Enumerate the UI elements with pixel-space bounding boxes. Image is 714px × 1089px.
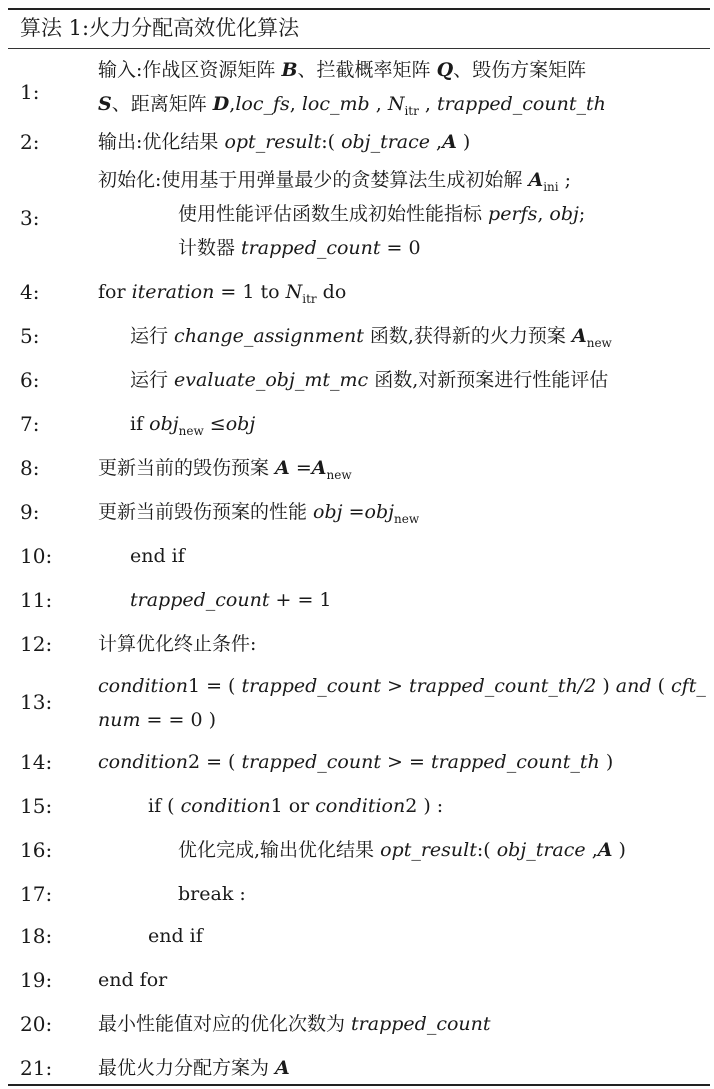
line-text: condition2 = ( trapped_count > = trapped_count_th ): [98, 751, 614, 773]
line-number: 3:: [20, 206, 40, 230]
line-number: 18:: [20, 924, 53, 948]
line-number: 12:: [20, 632, 53, 656]
line-text: 更新当前毁伤预案的性能 obj =obj$_{new}$: [98, 501, 420, 526]
line-text: break :: [178, 883, 246, 905]
header-rule: [8, 48, 710, 49]
line-number: 4:: [20, 280, 40, 304]
line-text: 运行 evaluate_obj_mt_mc 函数,对新预案进行性能评估: [130, 369, 609, 391]
line-number: 15:: [20, 794, 53, 818]
line-number: 17:: [20, 882, 53, 906]
line-text: 最优火力分配方案为 A: [98, 1057, 290, 1079]
line-text: end if: [148, 925, 203, 947]
line-number: 14:: [20, 750, 53, 774]
algorithm-title: 算法 1:火力分配高效优化算法: [20, 16, 300, 40]
line-text: 使用性能评估函数生成初始性能指标 perfs, obj;: [178, 203, 586, 225]
line-text: if ( condition1 or condition2 ) :: [148, 795, 444, 817]
line-text: if obj$_{new}$ ≤obj: [130, 413, 256, 438]
line-text: 计数器 trapped_count = 0: [178, 237, 421, 259]
line-number: 11:: [20, 588, 53, 612]
line-text: condition1 = ( trapped_count > trapped_count_th/2 ) and ( cft_: [98, 675, 706, 697]
line-number: 19:: [20, 968, 53, 992]
line-number: 13:: [20, 690, 53, 714]
line-text: 最小性能值对应的优化次数为 trapped_count: [98, 1013, 491, 1035]
line-text: S、距离矩阵 D,loc_fs, loc_mb , $N_{itr}$ , trapped_count_th: [98, 93, 606, 118]
line-number: 9:: [20, 500, 40, 524]
line-text: for iteration = 1 to $N_{itr}$ do: [98, 281, 347, 306]
line-number: 5:: [20, 324, 40, 348]
line-text: 计算优化终止条件:: [98, 633, 257, 655]
line-number: 6:: [20, 368, 40, 392]
line-text: end if: [130, 545, 185, 567]
line-text: 初始化:使用基于用弹量最少的贪婪算法生成初始解 $A_{ini}$ ;: [98, 169, 572, 194]
line-number: 8:: [20, 456, 40, 480]
line-number: 7:: [20, 412, 40, 436]
line-text: 运行 change_assignment 函数,获得新的火力预案 $A_{new}$: [130, 325, 612, 350]
line-text: end for: [98, 969, 168, 991]
line-number: 20:: [20, 1012, 53, 1036]
bottom-rule: [8, 1084, 710, 1086]
line-number: 10:: [20, 544, 53, 568]
line-number: 21:: [20, 1056, 53, 1080]
line-number: 1:: [20, 80, 40, 104]
line-number: 16:: [20, 838, 53, 862]
line-text: num = = 0 ): [98, 709, 216, 731]
line-text: trapped_count + = 1: [130, 589, 332, 611]
line-text: 输入:作战区资源矩阵 B、拦截概率矩阵 Q、毁伤方案矩阵: [98, 59, 587, 81]
line-text: 输出:优化结果 opt_result:( obj_trace ,A ): [98, 131, 471, 153]
line-text: 更新当前的毁伤预案 $A =A_{new}$: [98, 457, 352, 482]
line-text: 优化完成,输出优化结果 opt_result:( obj_trace ,A ): [178, 839, 626, 861]
line-number: 2:: [20, 130, 40, 154]
top-rule: [8, 8, 710, 10]
